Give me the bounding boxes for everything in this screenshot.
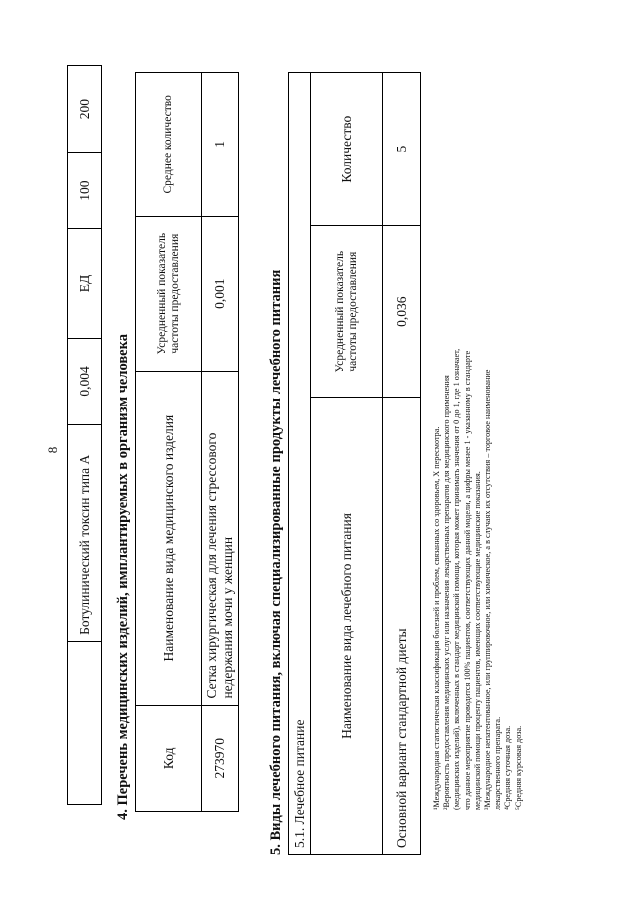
col-header-code: Код <box>136 705 202 811</box>
col-header-avg-count: Среднее количество <box>136 73 202 217</box>
footnote-5: ⁵Средняя курсовая доза. <box>513 725 523 810</box>
page-number: 8 <box>45 446 60 454</box>
table-row <box>202 73 239 812</box>
device-code-cell: 273970 <box>202 705 239 811</box>
drug-skd-cell: 200 <box>68 66 102 153</box>
table-header-row <box>136 73 202 812</box>
section5-subheading: 5.1. Лечебное питание <box>289 73 311 855</box>
drug-freq-cell: 0,004 <box>68 338 102 424</box>
col-header-nutrition-name: Наименование вида лечебного питания <box>311 398 383 855</box>
col-header-nutrition-freq: Усредненный показатель частоты предоставления <box>311 226 383 398</box>
nutrition-table <box>288 72 421 855</box>
footnote-3: ³Международное непатентованное, или группировочное, или химическое, а в случаях их отсутствия – торговое наименование лекарственного препарата. <box>483 369 503 810</box>
footnotes <box>432 340 524 810</box>
col-header-name: Наименование вида медицинского изделия <box>136 371 202 705</box>
nutrition-freq-cell: 0,036 <box>383 226 421 398</box>
device-freq-cell: 0,001 <box>202 216 239 371</box>
table-row <box>383 73 421 855</box>
section4-heading: 4. Перечень медицинских изделий, имплантируемых в организм человека <box>115 333 131 820</box>
footnote-4: ⁴Средняя суточная доза. <box>503 725 513 810</box>
table-row <box>68 66 102 805</box>
footnote-2: ²Вероятность предоставления медицинских услуг или назначения лекарственных препаратов для медицинского применения (медицинских изделий), включенных в стандарт медицинской помощи, которая может принимать значения от 0 до 1, где 1 означает, что данное мероприятие проводится 100% пациентов, соответствующих данной модели, а цифры менее 1 - указанному в стандарте медицинской помощи проценту пациентов, имеющих соответствующие медицинские показания. <box>442 348 482 810</box>
empty-cell <box>68 641 102 804</box>
drug-name-cell: Ботулинический токсин типа А <box>68 424 102 641</box>
devices-table <box>135 72 239 812</box>
drug-sdd-cell: 100 <box>68 153 102 229</box>
col-header-freq: Усредненный показатель частоты предоставления <box>136 216 202 371</box>
nutrition-count-cell: 5 <box>383 73 421 226</box>
drug-unit-cell: ЕД <box>68 229 102 339</box>
device-count-cell: 1 <box>202 73 239 217</box>
device-name-cell: Сетка хирургическая для лечения стрессового недержания мочи у женщин <box>202 371 239 705</box>
nutrition-name-cell: Основной вариант стандартной диеты <box>383 398 421 855</box>
subheading-row <box>289 73 311 855</box>
drug-table <box>67 65 102 805</box>
footnote-1: ¹Международная статистическая классификация болезней и проблем, связанных со здоровьем, X пересмотра. <box>432 426 441 810</box>
col-header-nutrition-count: Количество <box>311 73 383 226</box>
table-header-row <box>311 73 383 855</box>
section5-heading: 5. Виды лечебного питания, включая специализированные продукты лечебного питания <box>268 269 284 855</box>
